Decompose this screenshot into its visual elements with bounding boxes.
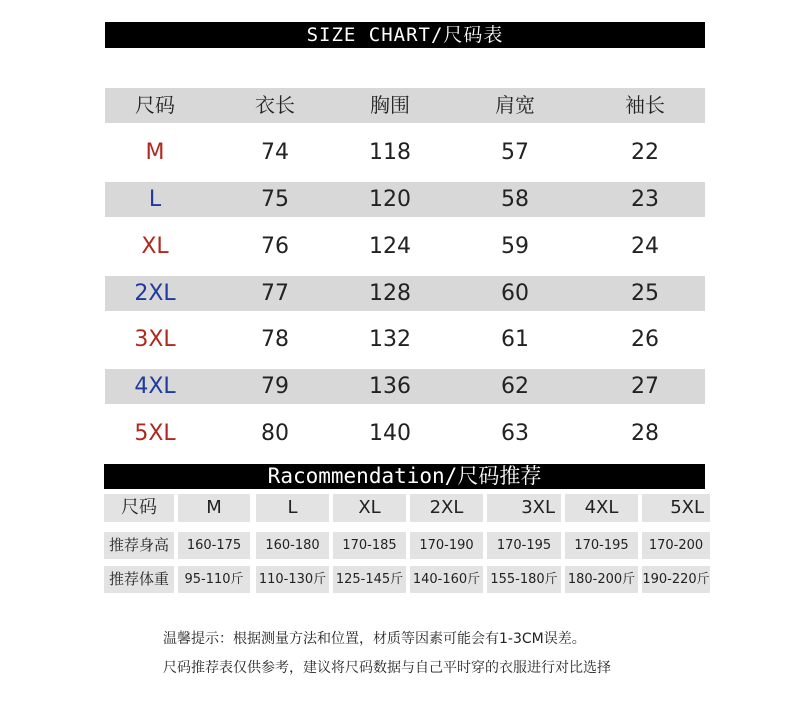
rec-weight-value: 95-110斤 xyxy=(178,566,250,593)
size-value: 25 xyxy=(631,281,659,306)
header-length: 衣长 xyxy=(255,93,295,117)
size-value: 124 xyxy=(369,234,411,259)
rec-size-header: 3XL xyxy=(487,494,561,522)
size-value: 136 xyxy=(369,374,411,399)
rec-weight-value: 125-145斤 xyxy=(333,566,406,593)
size-row xyxy=(105,229,705,264)
size-chart-header-row xyxy=(105,88,705,123)
rec-height-value: 170-195 xyxy=(565,532,638,559)
rec-height-value: 170-195 xyxy=(487,532,561,559)
rec-weight-value: 155-180斤 xyxy=(487,566,561,593)
rec-weight-value: 110-130斤 xyxy=(256,566,329,593)
rec-header-label: 尺码 xyxy=(104,494,174,522)
rec-weight-value: 190-220斤 xyxy=(642,566,710,593)
size-chart-title: SIZE CHART/尺码表 xyxy=(105,22,705,48)
size-value: 58 xyxy=(501,187,529,212)
size-value: 26 xyxy=(631,327,659,352)
header-size: 尺码 xyxy=(135,93,175,117)
rec-height-value: 160-175 xyxy=(178,532,250,559)
size-label: 5XL xyxy=(134,421,176,446)
header-sleeve: 袖长 xyxy=(625,93,665,117)
rec-weight-value: 180-200斤 xyxy=(565,566,638,593)
size-value: 22 xyxy=(631,140,659,165)
size-value: 77 xyxy=(261,281,289,306)
size-value: 61 xyxy=(501,327,529,352)
rec-height-value: 170-200 xyxy=(642,532,710,559)
size-value: 59 xyxy=(501,234,529,259)
header-chest: 胸围 xyxy=(370,93,410,117)
size-label: L xyxy=(148,187,162,212)
size-label: M xyxy=(145,140,165,165)
rec-height-value: 170-185 xyxy=(333,532,406,559)
size-value: 74 xyxy=(261,140,289,165)
size-value: 28 xyxy=(631,421,659,446)
rec-size-header: 2XL xyxy=(410,494,483,522)
size-value: 27 xyxy=(631,374,659,399)
note-reference: 尺码推荐表仅供参考，建议将尺码数据与自己平时穿的衣服进行对比选择 xyxy=(163,660,611,676)
rec-weight-value: 140-160斤 xyxy=(410,566,483,593)
size-value: 24 xyxy=(631,234,659,259)
size-value: 132 xyxy=(369,327,411,352)
size-row xyxy=(105,416,705,451)
size-value: 80 xyxy=(261,421,289,446)
size-value: 75 xyxy=(261,187,289,212)
size-row xyxy=(105,322,705,357)
rec-size-header: L xyxy=(256,494,329,522)
size-value: 62 xyxy=(501,374,529,399)
rec-height-value: 170-190 xyxy=(410,532,483,559)
size-value: 57 xyxy=(501,140,529,165)
header-shoulder: 肩宽 xyxy=(495,93,535,117)
size-value: 79 xyxy=(261,374,289,399)
size-value: 118 xyxy=(369,140,411,165)
recommendation-title: Racommendation/尺码推荐 xyxy=(104,464,705,489)
rec-weight-label: 推荐体重 xyxy=(104,566,174,593)
size-value: 23 xyxy=(631,187,659,212)
size-row xyxy=(105,135,705,170)
rec-size-header: 5XL xyxy=(642,494,710,522)
size-value: 128 xyxy=(369,281,411,306)
size-label: 2XL xyxy=(134,281,176,306)
size-value: 120 xyxy=(369,187,411,212)
rec-size-header: M xyxy=(178,494,250,522)
note-tip: 温馨提示：根据测量方法和位置，材质等因素可能会有1-3CM误差。 xyxy=(163,631,586,647)
rec-height-value: 160-180 xyxy=(256,532,329,559)
rec-height-label: 推荐身高 xyxy=(104,532,174,559)
size-row xyxy=(105,276,705,311)
size-row xyxy=(105,182,705,217)
size-value: 78 xyxy=(261,327,289,352)
size-label: 3XL xyxy=(134,327,176,352)
rec-size-header: XL xyxy=(333,494,406,522)
size-value: 63 xyxy=(501,421,529,446)
size-value: 140 xyxy=(369,421,411,446)
rec-size-header: 4XL xyxy=(565,494,638,522)
size-label: XL xyxy=(141,234,169,259)
size-value: 60 xyxy=(501,281,529,306)
size-value: 76 xyxy=(261,234,289,259)
size-row xyxy=(105,369,705,404)
size-label: 4XL xyxy=(134,374,176,399)
